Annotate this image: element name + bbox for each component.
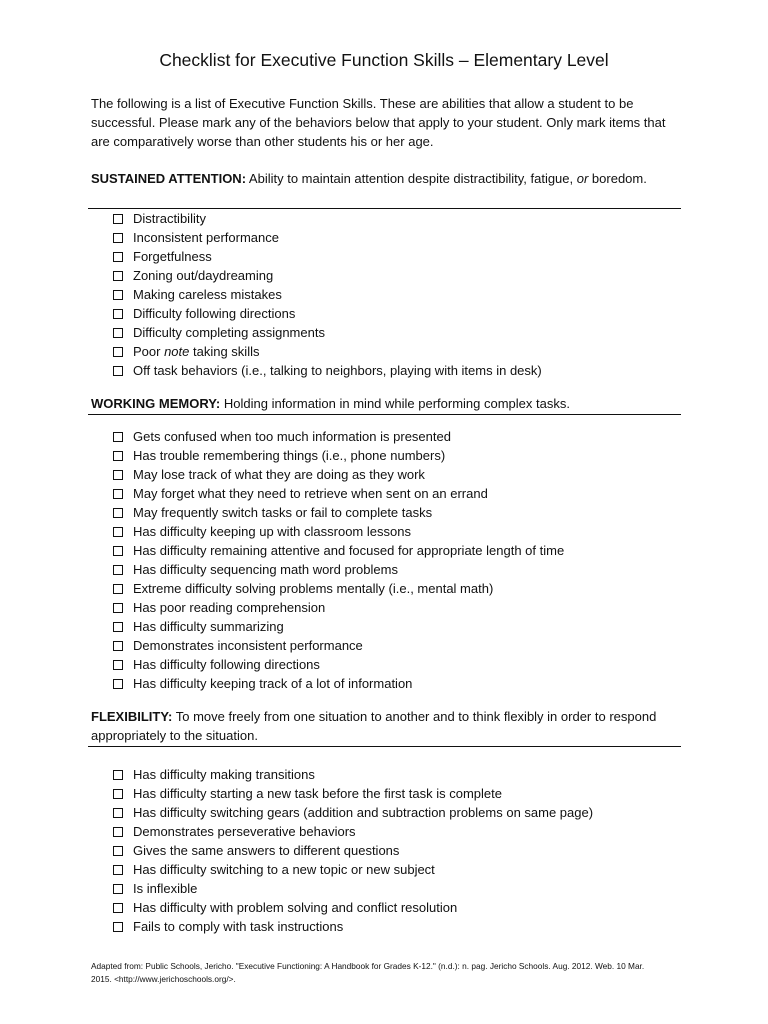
checkbox[interactable]: [113, 347, 123, 357]
checkbox[interactable]: [113, 903, 123, 913]
checklist-item: [113, 918, 593, 937]
checklist-item-label: Demonstrates inconsistent performance: [133, 637, 363, 653]
checkbox[interactable]: [113, 770, 123, 780]
checklist-item-label: Has difficulty switching to a new topic or new subject: [133, 862, 435, 878]
checkbox[interactable]: [113, 432, 123, 442]
checkbox[interactable]: [113, 641, 123, 651]
checklist-item: [113, 561, 564, 580]
checklist-item: [113, 210, 542, 229]
checklist-sustained-attention: [113, 210, 542, 380]
checkbox[interactable]: [113, 622, 123, 632]
checklist-item-label: Has trouble remembering things (i.e., phone numbers): [133, 448, 446, 464]
checkbox[interactable]: [113, 565, 123, 575]
checklist-item: [113, 523, 564, 542]
checkbox[interactable]: [113, 451, 123, 461]
page-title: Checklist for Executive Function Skills – Elementary Level: [159, 50, 609, 70]
checklist-item-label: Has difficulty summarizing: [133, 618, 284, 634]
checkbox[interactable]: [113, 546, 123, 556]
checklist-item: [113, 447, 564, 466]
checklist-item: [113, 842, 593, 861]
checklist-item: [113, 598, 564, 617]
checklist-item-label: Is inflexible: [133, 881, 198, 897]
checkbox[interactable]: [113, 884, 123, 894]
section-header-sustained-attention: [91, 169, 681, 188]
section-header-flexibility: [91, 707, 681, 745]
section-description: To move freely from one situation to another and to think flexibly in order to respond appropriately to the situation.: [91, 709, 657, 743]
checklist-working-memory: [113, 428, 564, 693]
section-divider: [88, 414, 681, 415]
checklist-item: [113, 305, 542, 324]
checklist-item-label: Has poor reading comprehension: [133, 599, 326, 615]
checklist-item: [113, 286, 542, 305]
checklist-item-label: Off task behaviors (i.e., talking to neighbors, playing with items in desk): [133, 362, 542, 378]
checklist-item-label: Has difficulty with problem solving and conflict resolution: [133, 900, 458, 916]
checklist-item: [113, 267, 542, 286]
checkbox[interactable]: [113, 508, 123, 518]
checkbox[interactable]: [113, 846, 123, 856]
checkbox[interactable]: [113, 527, 123, 537]
intro-paragraph: The following is a list of Executive Function Skills. These are abilities that allow a student to be successful. Please mark any of the behaviors below that apply to your student. Only mark items that are comparatively worse than other students his or her age.: [91, 96, 666, 149]
checklist-item-label: May lose track of what they are doing as they work: [133, 467, 425, 483]
checkbox[interactable]: [113, 808, 123, 818]
checklist-item: [113, 861, 593, 880]
checkbox[interactable]: [113, 603, 123, 613]
checklist-item-label-part: Poor: [133, 344, 165, 360]
checklist-item: [113, 674, 564, 693]
checklist-item: [113, 504, 564, 523]
checkbox[interactable]: [113, 252, 123, 262]
section-description: boredom.: [588, 171, 647, 186]
section-heading: WORKING MEMORY:: [91, 396, 221, 411]
section-description: Holding information in mind while performing complex tasks.: [220, 396, 570, 411]
checklist-item: [113, 823, 593, 842]
checklist-item-label: Demonstrates perseverative behaviors: [133, 824, 356, 840]
checklist-item-label: Inconsistent performance: [133, 230, 279, 246]
checklist-flexibility: [113, 766, 593, 936]
checklist-item: [113, 785, 593, 804]
checklist-item: [113, 466, 564, 485]
section-header-working-memory: [91, 394, 681, 413]
checkbox[interactable]: [113, 827, 123, 837]
checklist-item: [113, 899, 593, 918]
section-heading: SUSTAINED ATTENTION:: [91, 171, 247, 186]
checkbox[interactable]: [113, 366, 123, 376]
checkbox[interactable]: [113, 328, 123, 338]
checklist-item-label: Has difficulty remaining attentive and focused for appropriate length of time: [133, 543, 565, 559]
checklist-item-label: Difficulty following directions: [133, 306, 296, 322]
checklist-item-label: Has difficulty starting a new task before the first task is complete: [133, 786, 502, 802]
checkbox[interactable]: [113, 789, 123, 799]
checklist-item-label: May frequently switch tasks or fail to complete tasks: [133, 505, 433, 521]
checklist-item-label: Has difficulty following directions: [133, 656, 320, 672]
section-description-emphasis: or: [576, 171, 589, 186]
checklist-item: [113, 655, 564, 674]
checkbox[interactable]: [113, 660, 123, 670]
checklist-item: [113, 804, 593, 823]
checklist-item-label: Gives the same answers to different questions: [133, 843, 400, 859]
checklist-item: [113, 428, 564, 447]
checkbox[interactable]: [113, 679, 123, 689]
checklist-item-label: Zoning out/daydreaming: [133, 268, 274, 284]
checklist-item: [113, 880, 593, 899]
checklist-item-label: Has difficulty sequencing math word problems: [133, 562, 398, 578]
checklist-item: [113, 343, 542, 362]
checklist-item: [113, 324, 542, 343]
checkbox[interactable]: [113, 214, 123, 224]
checkbox[interactable]: [113, 470, 123, 480]
checkbox[interactable]: [113, 290, 123, 300]
checklist-item-label: Gets confused when too much information is presented: [133, 429, 451, 445]
checklist-item: [113, 542, 564, 561]
checklist-item: [113, 485, 564, 504]
checklist-item-label: Difficulty completing assignments: [133, 325, 325, 341]
checkbox[interactable]: [113, 309, 123, 319]
checklist-item: [113, 248, 542, 267]
checklist-item-label: Extreme difficulty solving problems mentally (i.e., mental math): [133, 580, 494, 596]
section-divider: [88, 746, 681, 747]
checklist-item: [113, 636, 564, 655]
checklist-item-label: [133, 343, 259, 361]
checklist-item: [113, 617, 564, 636]
checklist-item: [113, 766, 593, 785]
section-heading: FLEXIBILITY:: [91, 709, 173, 724]
section-divider: [88, 208, 681, 209]
checkbox[interactable]: [113, 271, 123, 281]
checkbox[interactable]: [113, 865, 123, 875]
checklist-item: [113, 580, 564, 599]
checklist-item: [113, 362, 542, 381]
footer-citation: Adapted from: Public Schools, Jericho. "Executive Functioning: A Handbook for Grades K-12." (n.d.): n. pag. Jericho Schools. Aug. 2012. Web. 10 Mar. 2015. <http://www.jerichoschools.org/>.: [91, 961, 645, 984]
checklist-item-label-emphasis: note: [164, 344, 190, 360]
checklist-item-label: Has difficulty keeping track of a lot of information: [133, 675, 413, 691]
checklist-item-label-part: taking skills: [189, 344, 260, 360]
checklist-item-label: May forget what they need to retrieve when sent on an errand: [133, 486, 488, 502]
checkbox[interactable]: [113, 233, 123, 243]
section-description: Ability to maintain attention despite distractibility, fatigue,: [246, 171, 577, 186]
checklist-item-label: Has difficulty making transitions: [133, 767, 315, 783]
checkbox[interactable]: [113, 489, 123, 499]
checklist-item-label: Distractibility: [133, 211, 206, 227]
checklist-item-label: Has difficulty switching gears (addition and subtraction problems on same page): [133, 805, 594, 821]
checklist-item: [113, 229, 542, 248]
checklist-item-label: Fails to comply with task instructions: [133, 918, 344, 934]
checklist-item-label: Making careless mistakes: [133, 287, 282, 303]
checkbox[interactable]: [113, 922, 123, 932]
checklist-item-label: Has difficulty keeping up with classroom lessons: [133, 524, 411, 540]
checkbox[interactable]: [113, 584, 123, 594]
checklist-item-label: Forgetfulness: [133, 249, 212, 265]
